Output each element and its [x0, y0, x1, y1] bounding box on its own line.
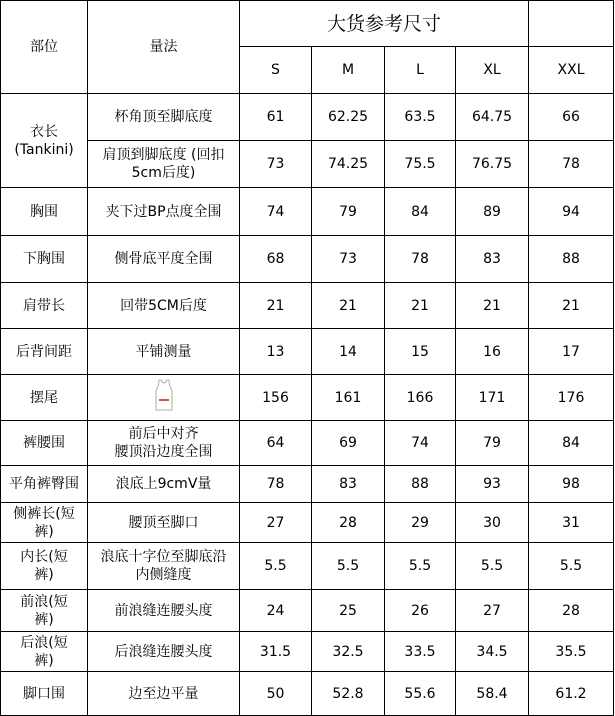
part-cell: 肩带长 [1, 283, 88, 329]
value-cell: 64 [240, 421, 312, 466]
size-header-l: L [385, 47, 456, 94]
value-cell: 21 [529, 283, 614, 329]
value-cell: 28 [529, 590, 614, 632]
value-cell: 16 [456, 329, 529, 375]
value-cell: 74 [240, 188, 312, 236]
part-cell: 前浪(短 裤) [1, 590, 88, 632]
value-cell: 31 [529, 503, 614, 543]
part-cell: 后背间距 [1, 329, 88, 375]
method-cell: 后浪缝连腰头度 [88, 632, 240, 672]
value-cell: 83 [312, 466, 385, 503]
value-cell: 24 [240, 590, 312, 632]
value-cell: 17 [529, 329, 614, 375]
table-row [1, 466, 614, 503]
value-cell: 78 [385, 236, 456, 283]
value-cell: 5.5 [456, 543, 529, 590]
value-cell: 34.5 [456, 632, 529, 672]
table-row [1, 329, 614, 375]
value-cell: 73 [240, 141, 312, 188]
tank-top-icon [153, 379, 175, 416]
part-cell: 内长(短 裤) [1, 543, 88, 590]
value-cell: 94 [529, 188, 614, 236]
table-row [1, 503, 614, 543]
value-cell: 14 [312, 329, 385, 375]
method-cell: 边至边平量 [88, 672, 240, 716]
size-header-xxl: XXL [529, 47, 614, 94]
value-cell: 26 [385, 590, 456, 632]
value-cell: 29 [385, 503, 456, 543]
size-header-m: M [312, 47, 385, 94]
value-cell: 21 [240, 283, 312, 329]
method-header: 量法 [88, 1, 240, 94]
method-cell: 腰顶至脚口 [88, 503, 240, 543]
part-cell: 胸围 [1, 188, 88, 236]
table-row [1, 543, 614, 590]
value-cell: 75.5 [385, 141, 456, 188]
part-cell: 侧裤长(短 裤) [1, 503, 88, 543]
value-cell: 21 [312, 283, 385, 329]
part-cell: 摆尾 [1, 375, 88, 421]
method-cell: 回带5CM后度 [88, 283, 240, 329]
value-cell: 61.2 [529, 672, 614, 716]
part-cell: 裤腰围 [1, 421, 88, 466]
value-cell: 50 [240, 672, 312, 716]
method-cell: 浪底十字位至脚底沿 内侧缝度 [88, 543, 240, 590]
value-cell: 88 [529, 236, 614, 283]
value-cell: 13 [240, 329, 312, 375]
value-cell: 61 [240, 94, 312, 141]
value-cell: 15 [385, 329, 456, 375]
table-row [1, 236, 614, 283]
part-cell: 衣长 (Tankini) [1, 94, 88, 188]
value-cell: 76.75 [456, 141, 529, 188]
value-cell: 30 [456, 503, 529, 543]
value-cell: 161 [312, 375, 385, 421]
value-cell: 73 [312, 236, 385, 283]
value-cell: 21 [456, 283, 529, 329]
value-cell: 21 [385, 283, 456, 329]
value-cell: 63.5 [385, 94, 456, 141]
size-header-s: S [240, 47, 312, 94]
value-cell: 32.5 [312, 632, 385, 672]
value-cell: 89 [456, 188, 529, 236]
value-cell: 79 [456, 421, 529, 466]
value-cell: 68 [240, 236, 312, 283]
table-row [1, 421, 614, 466]
table-row [1, 632, 614, 672]
value-cell: 28 [312, 503, 385, 543]
value-cell: 64.75 [456, 94, 529, 141]
value-cell: 66 [529, 94, 614, 141]
value-cell: 166 [385, 375, 456, 421]
method-cell: 前浪缝连腰头度 [88, 590, 240, 632]
part-cell: 脚口围 [1, 672, 88, 716]
value-cell: 78 [529, 141, 614, 188]
part-cell: 下胸围 [1, 236, 88, 283]
method-cell: 侧骨底平度全围 [88, 236, 240, 283]
part-header: 部位 [1, 1, 88, 94]
title-blank-cell [529, 1, 614, 47]
value-cell: 69 [312, 421, 385, 466]
value-cell: 5.5 [385, 543, 456, 590]
value-cell: 5.5 [529, 543, 614, 590]
value-cell: 33.5 [385, 632, 456, 672]
table-row [1, 188, 614, 236]
value-cell: 58.4 [456, 672, 529, 716]
table-title: 大货参考尺寸 [240, 1, 529, 47]
method-cell: 浪底上9cmV量 [88, 466, 240, 503]
method-cell: 杯角顶至脚底度 [88, 94, 240, 141]
value-cell: 27 [456, 590, 529, 632]
table-row [1, 672, 614, 716]
value-cell: 84 [385, 188, 456, 236]
method-cell [88, 375, 240, 421]
size-header-xl: XL [456, 47, 529, 94]
value-cell: 83 [456, 236, 529, 283]
header-row [1, 1, 614, 47]
value-cell: 74.25 [312, 141, 385, 188]
value-cell: 156 [240, 375, 312, 421]
value-cell: 84 [529, 421, 614, 466]
method-cell: 夹下过BP点度全围 [88, 188, 240, 236]
value-cell: 74 [385, 421, 456, 466]
table-row [1, 375, 614, 421]
value-cell: 88 [385, 466, 456, 503]
part-cell: 后浪(短 裤) [1, 632, 88, 672]
value-cell: 55.6 [385, 672, 456, 716]
value-cell: 52.8 [312, 672, 385, 716]
value-cell: 62.25 [312, 94, 385, 141]
table-row [1, 94, 614, 141]
table-row [1, 283, 614, 329]
value-cell: 27 [240, 503, 312, 543]
value-cell: 98 [529, 466, 614, 503]
table-row [1, 141, 614, 188]
method-cell: 肩顶到脚底度 (回扣 5cm后度) [88, 141, 240, 188]
value-cell: 93 [456, 466, 529, 503]
method-cell: 平铺测量 [88, 329, 240, 375]
value-cell: 25 [312, 590, 385, 632]
table-row [1, 590, 614, 632]
value-cell: 171 [456, 375, 529, 421]
method-cell: 前后中对齐 腰顶沿边度全围 [88, 421, 240, 466]
value-cell: 5.5 [240, 543, 312, 590]
value-cell: 35.5 [529, 632, 614, 672]
part-cell: 平角裤臀围 [1, 466, 88, 503]
value-cell: 31.5 [240, 632, 312, 672]
value-cell: 79 [312, 188, 385, 236]
value-cell: 5.5 [312, 543, 385, 590]
value-cell: 78 [240, 466, 312, 503]
value-cell: 176 [529, 375, 614, 421]
